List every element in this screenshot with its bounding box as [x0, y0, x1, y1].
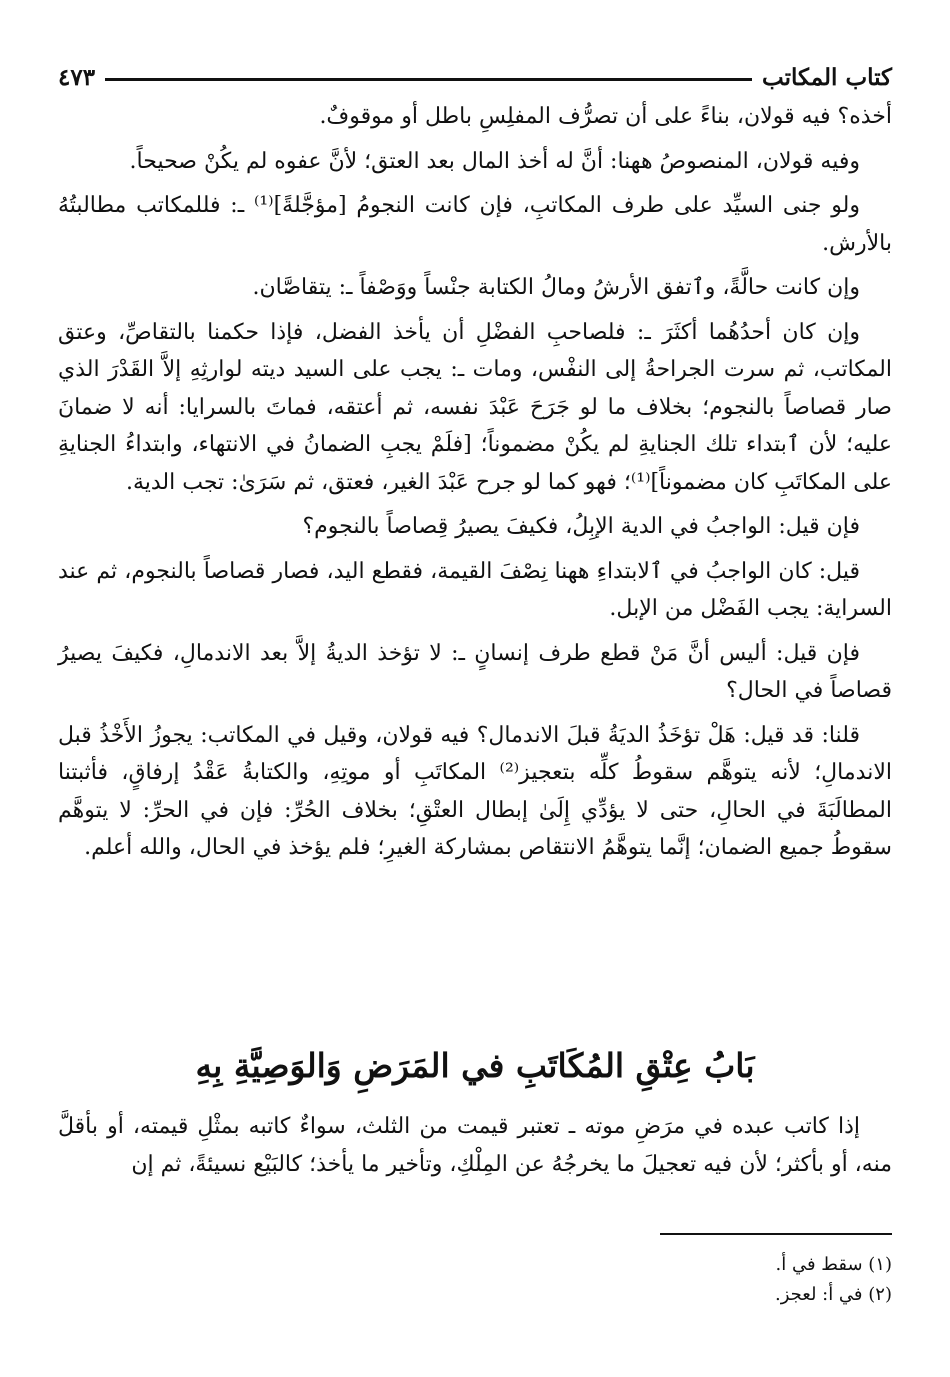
footnote: (١) سقط في أ.	[775, 1254, 892, 1275]
paragraph: وإن كانت حالَّةً، وٱتفق الأرشُ ومالُ الكتابة جنْساً ووَصْفاً ـ: يتقاصَّان.	[252, 275, 860, 300]
footnote: (٢) في أ: لعجز.	[774, 1284, 892, 1305]
chapter-paragraph	[58, 1108, 892, 1190]
main-text	[58, 98, 892, 874]
running-head	[58, 62, 892, 92]
paragraph: فإن قيل: الواجبُ في الدية الإبِلُ، فكيفَ يصيرُ قِصاصاً بالنجوم؟	[302, 514, 860, 539]
header-rule	[105, 78, 752, 81]
footnotes	[492, 1250, 892, 1310]
paragraph: ولو جنى السيِّد على طرف المكاتبِ، فإن كانت النجومُ [مؤجَّلةً]⁽¹⁾ ـ: فللمكاتب مطالبتُهُ بالأرش.	[58, 193, 892, 256]
paragraph: فإن قيل: أليس أنَّ مَنْ قطع طرف إنسانٍ ـ: لا تؤخذ الديةُ إلاَّ بعد الاندمالِ، فكيفَ يصيرُ قصاصاً في الحال؟	[58, 640, 892, 703]
page-number: ٤٧٣	[58, 63, 96, 91]
chapter-heading: بَابُ عِتْقِ المُكَاتَبِ في المَرَضِ وَالوَصِيَّةِ بِهِ	[195, 1046, 755, 1085]
paragraph: أخذه؟ فيه قولان، بناءً على أن تصرُّف المفلِسِ باطل أو موقوفٌ.	[319, 104, 892, 129]
paragraph: وإن كان أحدُهُما أكثَرَ ـ: فلصاحبِ الفضْلِ أن يأخذ الفضل، فإذا حكمنا بالتقاصِّ، وعتق المكاتب، ثم سرت الجراحةُ إلى النفْس، ومات ـ: يجب على السيد ديته لوارثِهِ إلاَّ القَدْرَ الذي صار قصاصاً بالنجوم؛ بخلاف ما لو جَرَحَ عَبْدَ نفسه، ثم أعتقه، فماتَ بالسرايا: أنه لا ضمانَ عليه؛ لأن ٱبتداء تلك الجنايةِ لم يكُنْ مضموناً؛ [فلَمْ يجبِ الضمانُ في الانتهاء، وابتداءُ الجنايةِ على المكاتَبِ كان مضموناً]⁽¹⁾؛ فهو كما لو جرح عَبْدَ الغير، فعتق، ثم سَرَىٰ: تجب الدية.	[58, 319, 892, 495]
footnote-separator	[660, 1233, 892, 1235]
book-title: كتاب المكاتب	[762, 63, 892, 91]
paragraph: إذا كاتب عبده في مرَضِ موته ـ تعتبر قيمت من الثلث، سواءٌ كاتبه بمثْلِ قيمته، أو بأقلَّ منه، أو بأكثر؛ لأن فيه تعجيلَ ما يخرجُهُ عن المِلْكِ، وتأخير ما يأخذ؛ كالبَيْع نسيئةً، ثم إن	[58, 1114, 892, 1177]
paragraph: قيل: كان الواجبُ في ٱلابتداءِ ههنا نِصْفَ القيمة، فقطع اليد، فصار قصاصاً بالنجوم، ثم عند السراية: يجب الفَضْل من الإبل.	[58, 558, 892, 621]
paragraph: وفيه قولان، المنصوصُ ههنا: أنَّ له أخذ المال بعد العتق؛ لأنَّ عفوه لم يكُنْ صحيحاً.	[129, 148, 860, 174]
paragraph: قلنا: قد قيل: هَلْ تؤخَذُ الديَةُ قبلَ الاندمال؟ فيه قولان، وقيل في المكاتب: يجوزُ الأَخْذُ قبل الاندمالِ؛ لأنه يتوهَّم سقوطُ كلِّه بتعجيز⁽²⁾ المكاتَبِ أو موتِهِ، والكتابةُ عَقْدُ إرفاقٍ، فأثبتنا المطالَبَةَ في الحالِ، حتى لا يؤدِّي إِلَىٰ إبطال العتْقِ؛ بخلاف الحُرِّ: فإن في الحرِّ: لا يتوهَّم سقوطُ جميع الضمان؛ إنَّما يتوهَّمُ الانتقاص بمشاركة الغيرِ؛ فلم يؤخذ في الحال، والله أعلم.	[58, 722, 893, 860]
